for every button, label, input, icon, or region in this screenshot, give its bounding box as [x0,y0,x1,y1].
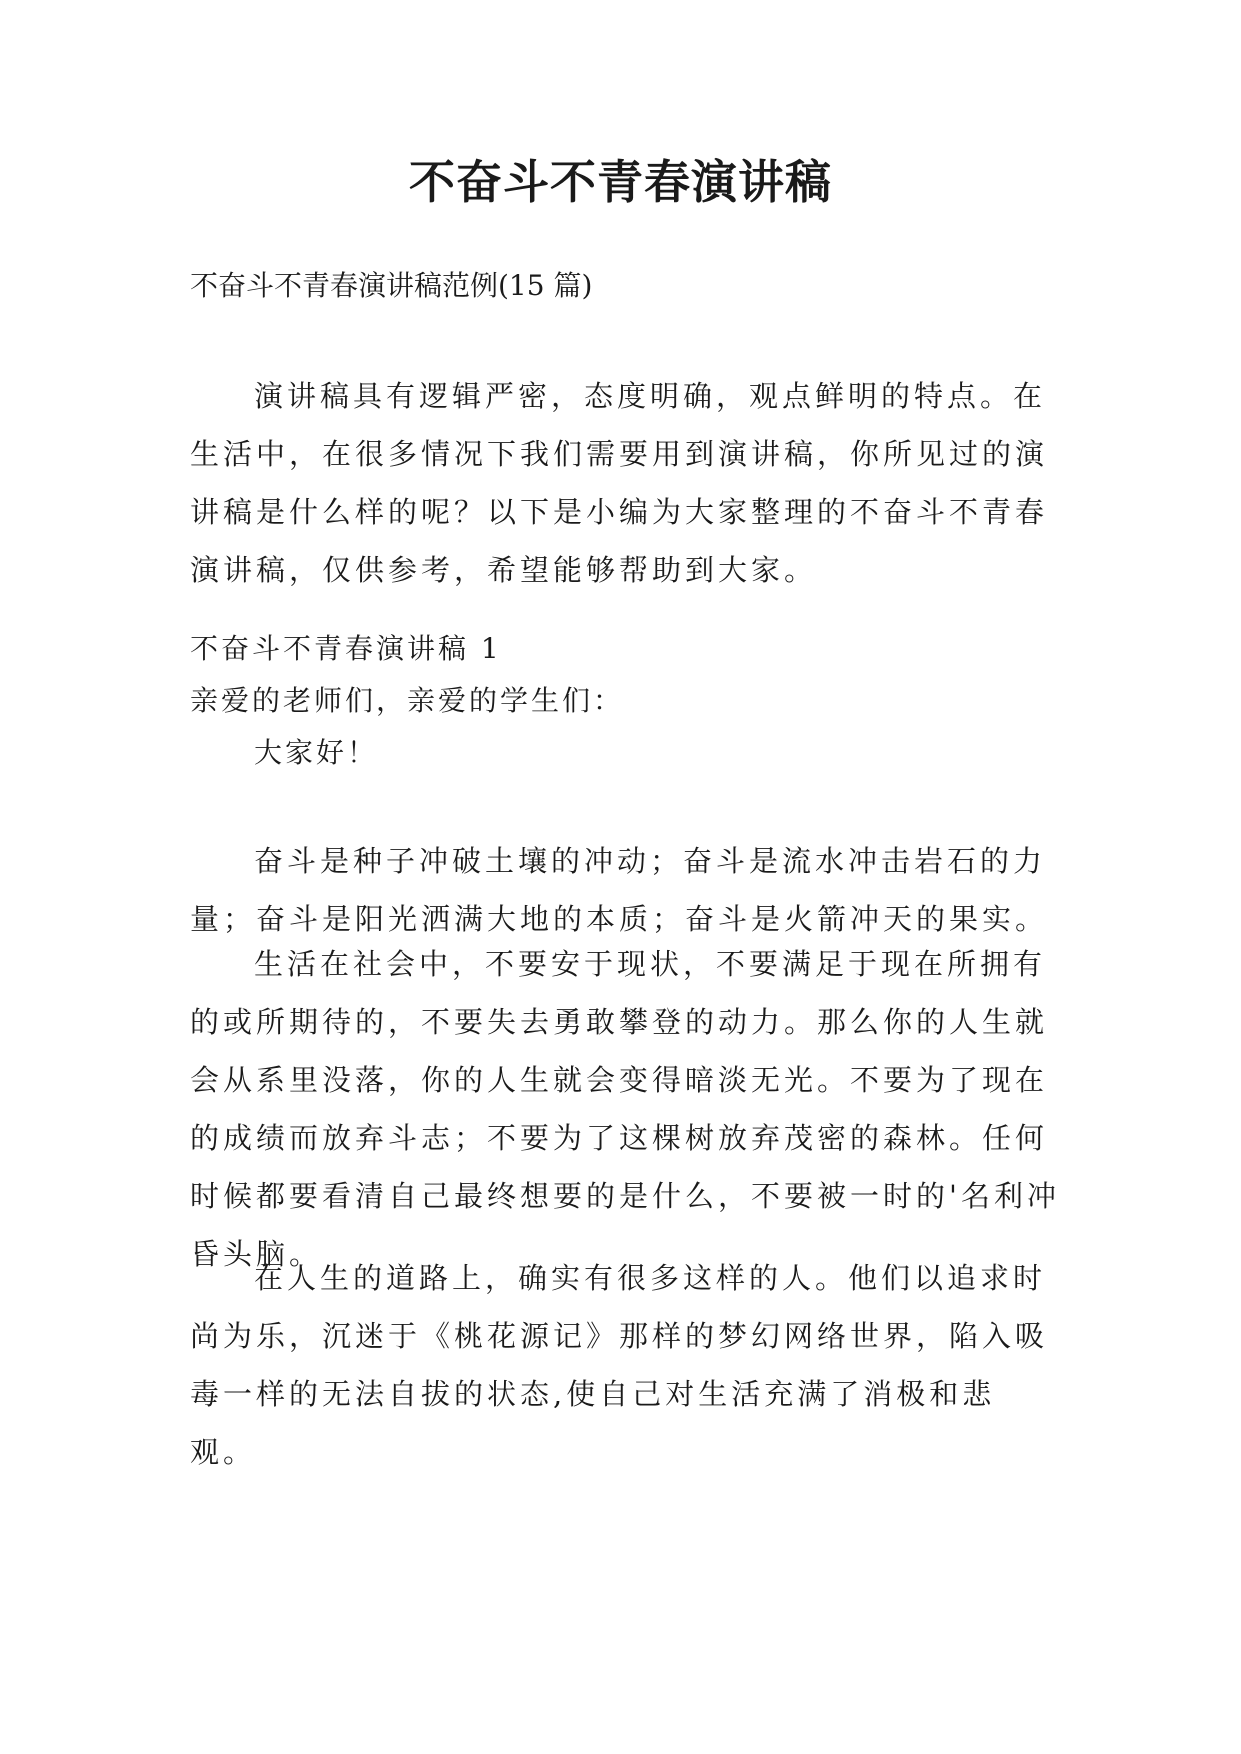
salutation: 亲爱的老师们，亲爱的学生们： [190,684,625,717]
document-subtitle: 不奋斗不青春演讲稿范例(15 篇) [190,269,593,302]
greeting: 大家好！ [254,736,379,769]
intro-paragraph: 演讲稿具有逻辑严密，态度明确，观点鲜明的特点。在生活中，在很多情况下我们需要用到演讲稿，你所见过的演讲稿是什么样的呢？以下是小编为大家整理的不奋斗不青春演讲稿，仅供参考，希望能够帮助到大家。 [190,379,1049,587]
document-title: 不奋斗不青春演讲稿 [409,155,832,209]
body-paragraph: 生活在社会中，不要安于现状，不要满足于现在所拥有的或所期待的，不要失去勇敢攀登的动力。那么你的人生就会从系里没落，你的人生就会变得暗淡无光。不要为了现在的成绩而放弃斗志；不要为了这棵树放弃茂密的森林。任何时候都要看清自己最终想要的是什么，不要被一时的'名利冲昏头脑。 [190,947,1060,1271]
section-heading: 不奋斗不青春演讲稿 1 [190,632,502,665]
body-paragraph: 奋斗是种子冲破土壤的冲动；奋斗是流水冲击岩石的力量；奋斗是阳光洒满大地的本质；奋斗是火箭冲天的果实。 [190,844,1049,936]
body-paragraph: 在人生的道路上，确实有很多这样的人。他们以追求时尚为乐，沉迷于《桃花源记》那样的梦幻网络世界，陷入吸毒一样的无法自拔的状态,使自己对生活充满了消极和悲观。 [190,1261,1049,1469]
